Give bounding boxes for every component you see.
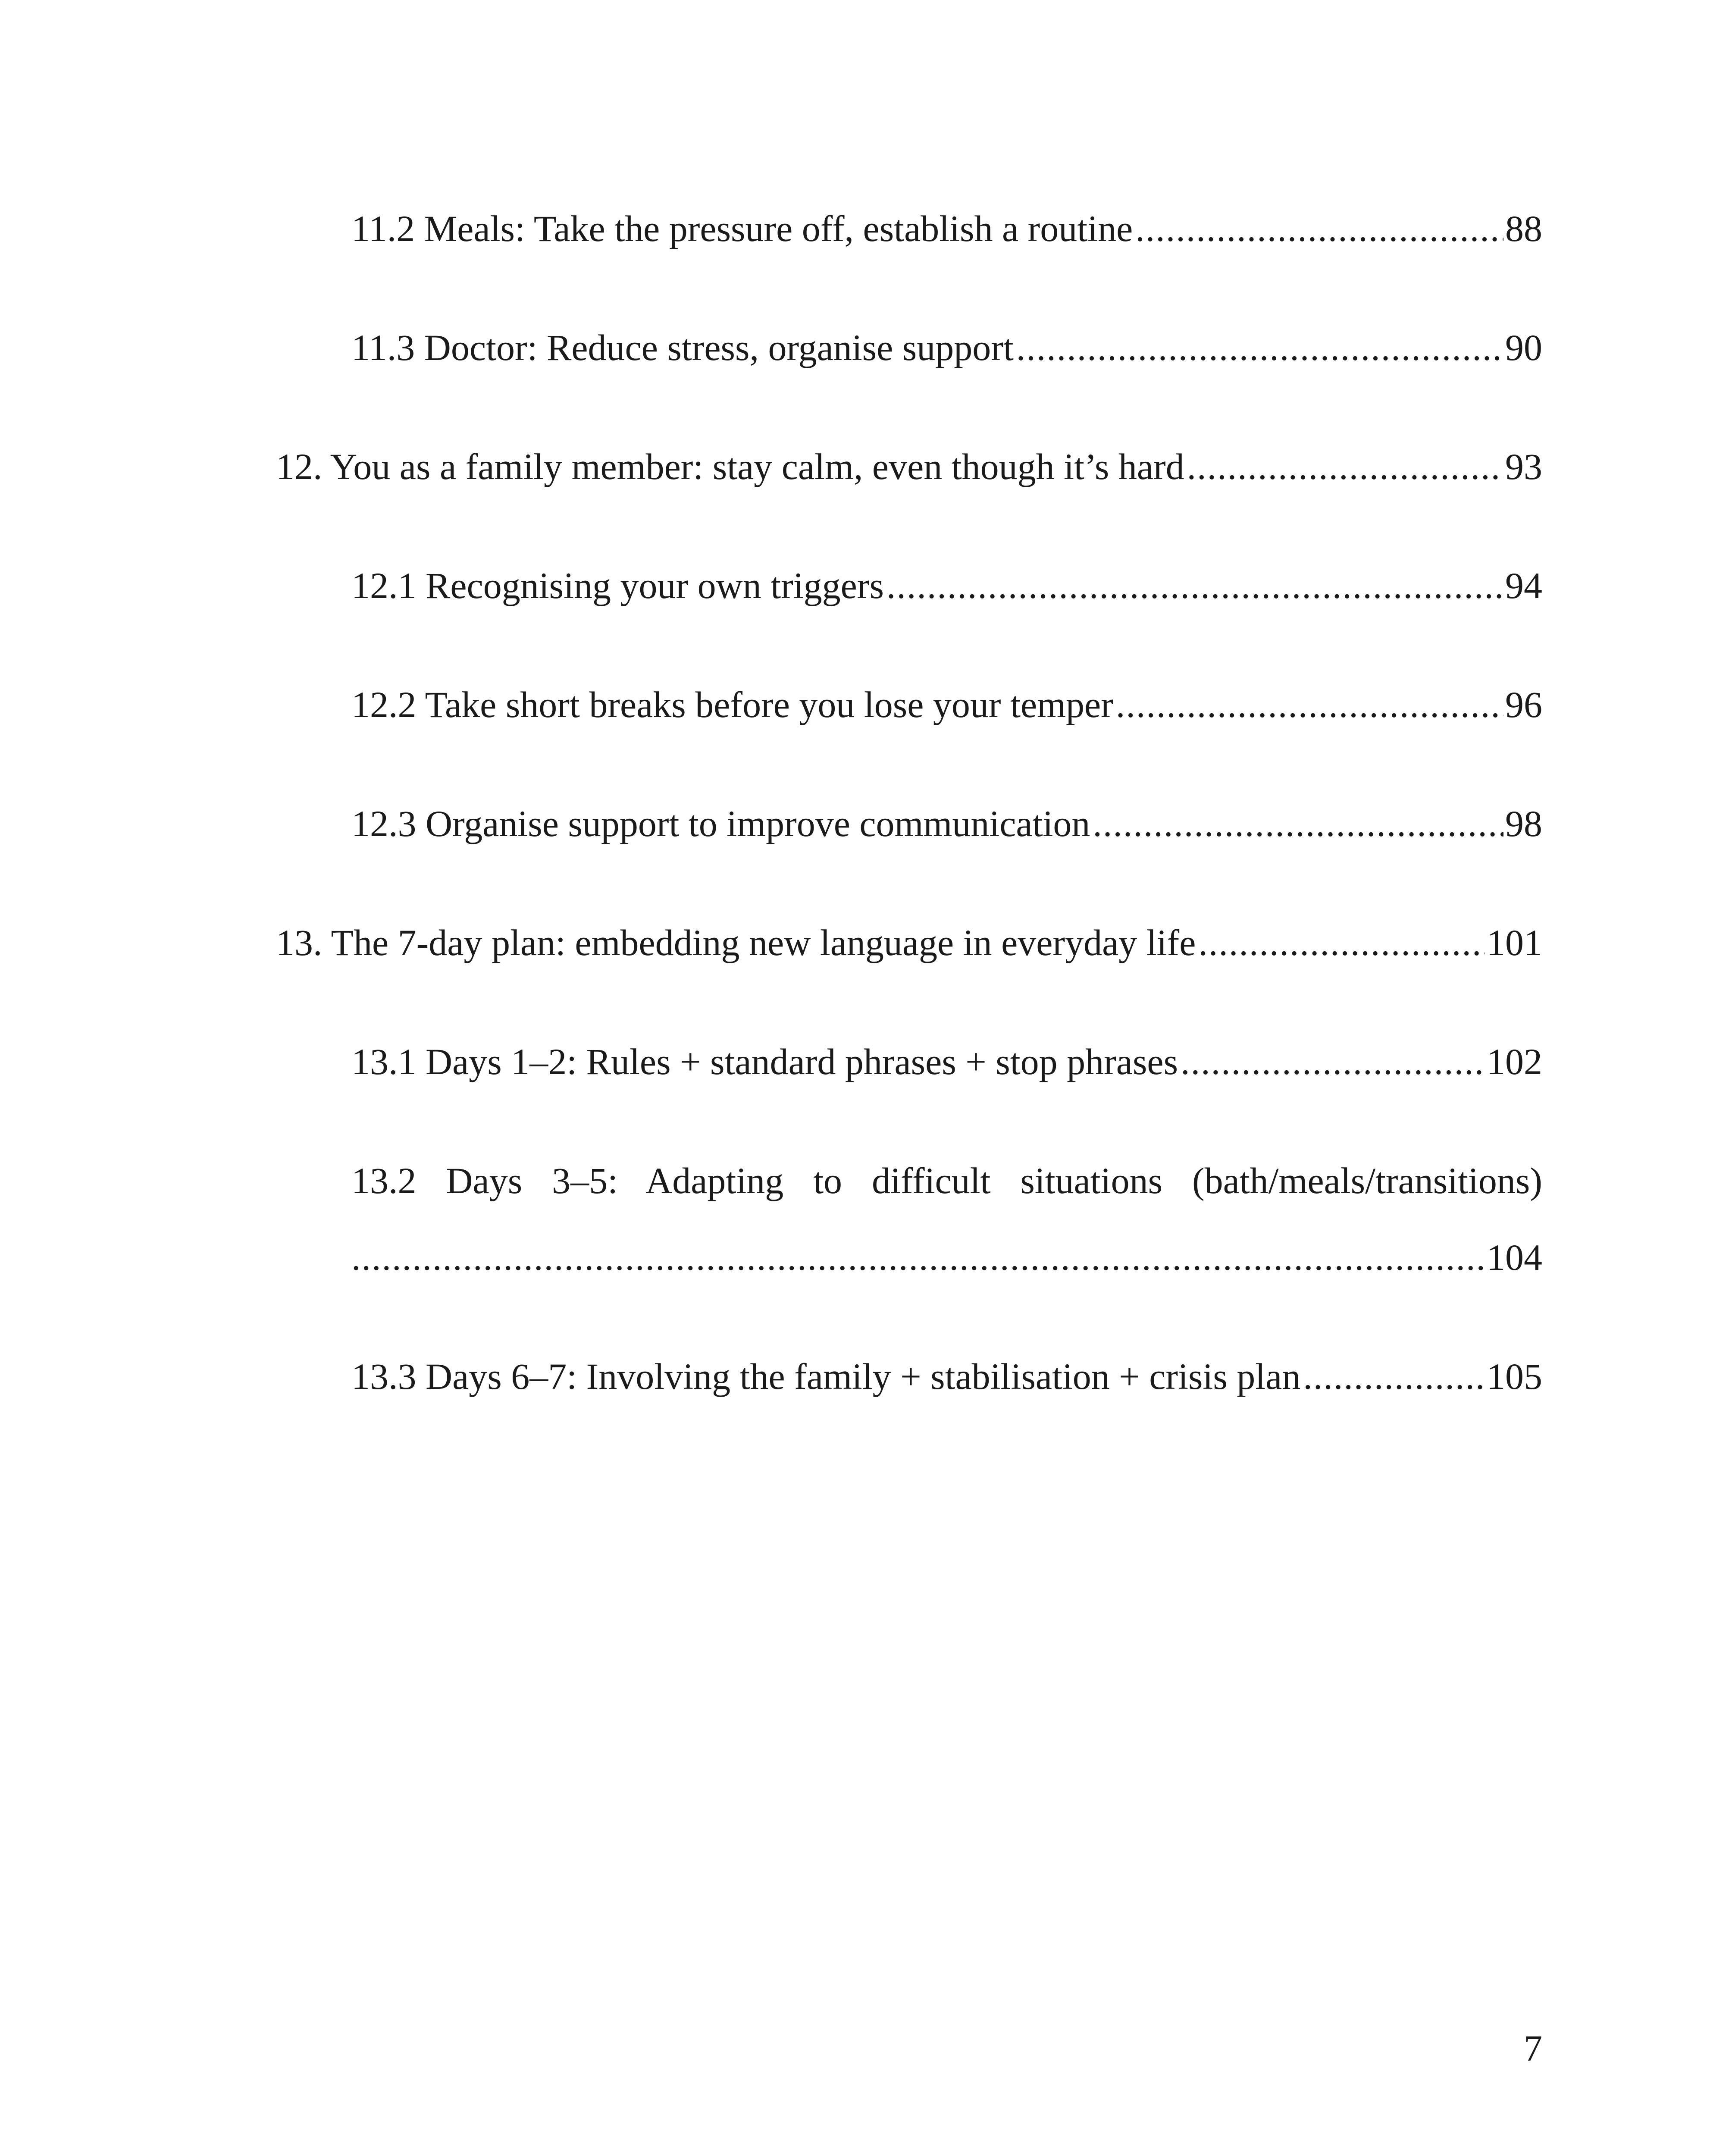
toc-entry-page: 88 [1505,208,1542,249]
toc-dot-leader [1116,683,1503,726]
toc-entry-title: 13.3 Days 6–7: Involving the family + stabilisation + crisis plan [351,1356,1301,1397]
toc-dot-leader [886,564,1503,607]
toc-entry-title: 12.2 Take short breaks before you lose your temper [351,684,1113,725]
toc-entry-title: 12. You as a family member: stay calm, even though it’s hard [276,446,1184,487]
toc-entry-page: 98 [1505,803,1542,844]
toc-entry-13-1[interactable] [351,1040,1542,1083]
toc-dot-leader [1093,802,1503,845]
toc-entry-13[interactable] [276,921,1542,964]
toc-entry-11-3[interactable] [351,326,1542,369]
toc-dot-leader [1198,921,1485,964]
toc-entry-page: 93 [1505,446,1542,487]
toc-entry-13-3[interactable] [351,1355,1542,1398]
toc-entry-title: 11.2 Meals: Take the pressure off, establish a routine [351,208,1133,249]
toc-entry-page: 105 [1487,1356,1542,1397]
toc-entry-13-2-title[interactable]: 13.2 Days 3–5: Adapting to difficult situations (bath/meals/transitions) [351,1160,1542,1201]
toc-entry-title: 11.3 Doctor: Reduce stress, organise support [351,327,1014,368]
toc-dot-leader [1303,1355,1485,1398]
toc-entry-title: 13.1 Days 1–2: Rules + standard phrases + stop phrases [351,1041,1178,1082]
toc-entry-title: 12.1 Recognising your own triggers [351,565,884,606]
toc-entry-page: 104 [1487,1237,1542,1278]
toc-entry-11-2[interactable] [351,207,1542,250]
toc-dot-leader [1016,326,1503,369]
toc-entry-page: 90 [1505,327,1542,368]
toc-entry-12-2[interactable] [351,683,1542,726]
toc-entry-12-1[interactable] [351,564,1542,607]
toc-entry-page: 101 [1487,922,1542,963]
toc-entry-page: 94 [1505,565,1542,606]
toc-dot-leader [1135,207,1503,250]
page-number: 7 [1524,2028,1542,2069]
toc-dot-leader [1181,1040,1485,1083]
toc-entry-13-2-leader-line[interactable] [351,1236,1542,1279]
toc-entry-title: 13. The 7-day plan: embedding new language in everyday life [276,922,1196,963]
toc-dot-leader [351,1236,1485,1279]
toc-entry-page: 96 [1505,684,1542,725]
toc-entry-title: 12.3 Organise support to improve communication [351,803,1090,844]
toc-dot-leader [1187,445,1503,488]
toc-entry-page: 102 [1487,1041,1542,1082]
toc-entry-12[interactable] [276,445,1542,488]
toc-entry-12-3[interactable] [351,802,1542,845]
